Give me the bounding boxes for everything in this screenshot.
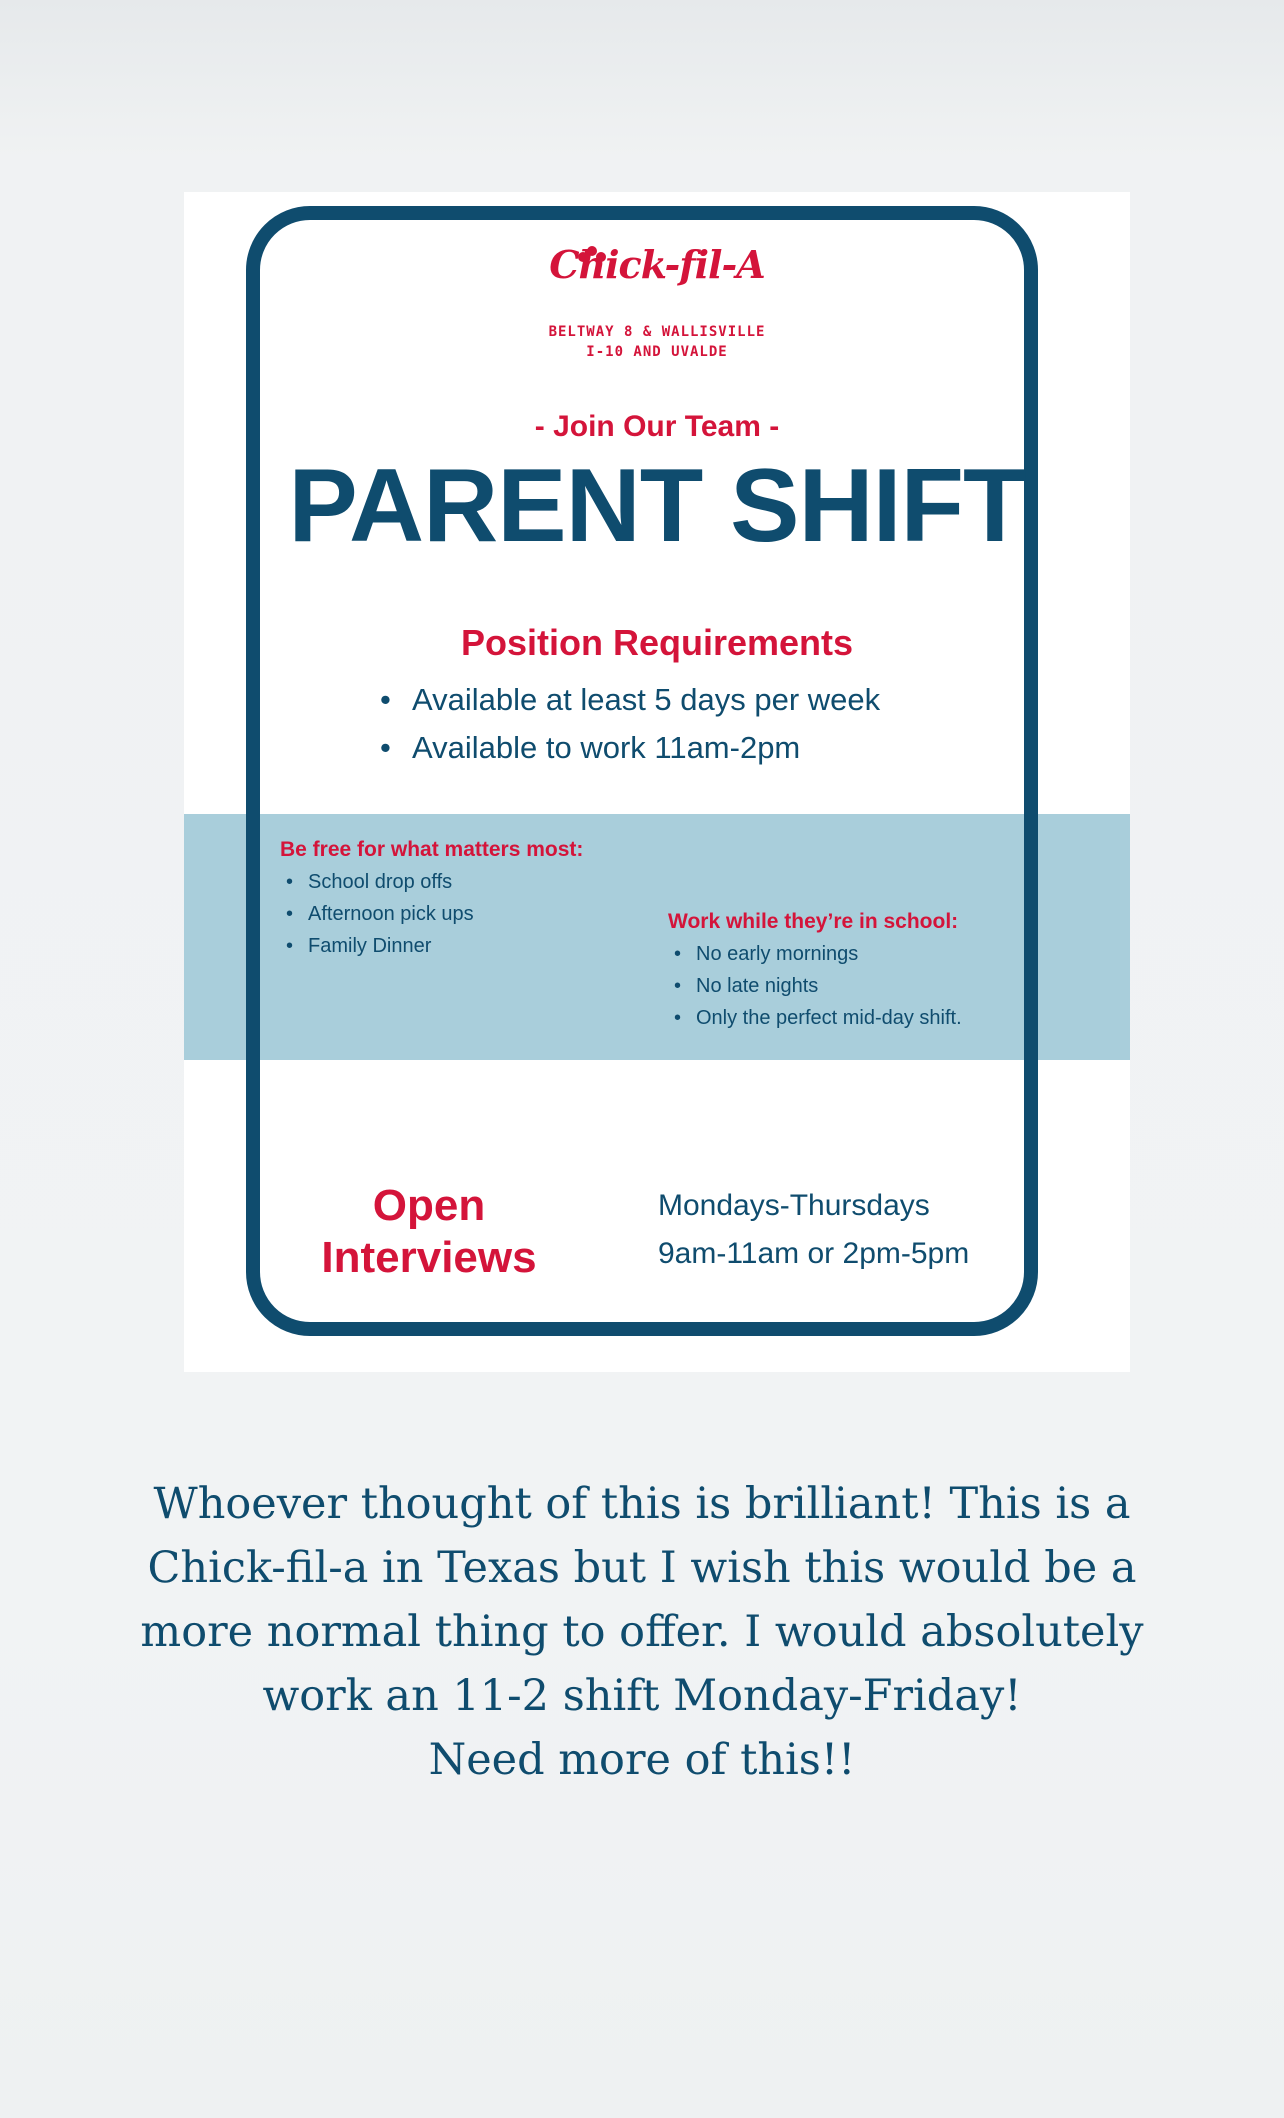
list-item: • Available to work 11am-2pm <box>380 724 880 772</box>
tagline: - Join Our Team - <box>534 410 780 443</box>
interview-schedule <box>658 1182 969 1278</box>
story-caption <box>60 1472 1224 1792</box>
requirements-title: Position Requirements <box>460 622 854 663</box>
caption-line: more normal thing to offer. I would absolutely <box>140 1607 1144 1657</box>
schedule-days: Mondays-Thursdays <box>658 1189 930 1222</box>
headline: PARENT SHIFT <box>288 448 1026 564</box>
location-line-2: I-10 AND UVALDE <box>586 344 728 360</box>
location-line-1: BELTWAY 8 & WALLISVILLE <box>548 324 766 340</box>
schedule-times: 9am-11am or 2pm-5pm <box>658 1237 970 1270</box>
work-while-list <box>668 938 962 1034</box>
list-item: • Family Dinner <box>280 930 583 962</box>
list-item: • Available at least 5 days per week <box>380 676 880 724</box>
flyer-image <box>184 192 1130 1372</box>
logo-text: Chick-fil-A <box>549 242 765 287</box>
open-interviews-line-2: Interviews <box>321 1233 537 1282</box>
be-free-title: Be free for what matters most: <box>280 838 584 861</box>
caption-line: work an 11-2 shift Monday-Friday! <box>262 1671 1022 1721</box>
list-item: • Only the perfect mid-day shift. <box>668 1002 962 1034</box>
caption-line: Need more of this!! <box>428 1735 856 1785</box>
work-while-section <box>668 906 962 1034</box>
caption-line: Whoever thought of this is brilliant! This is a <box>153 1479 1131 1529</box>
list-item: • No early mornings <box>668 938 962 970</box>
list-item: • Afternoon pick ups <box>280 898 583 930</box>
be-free-list <box>280 866 583 962</box>
list-item: • No late nights <box>668 970 962 1002</box>
list-item: • School drop offs <box>280 866 583 898</box>
caption-line: Chick-fil-a in Texas but I wish this would be a <box>147 1543 1137 1593</box>
open-interviews-line-1: Open <box>372 1181 486 1230</box>
work-while-title: Work while they’re in school: <box>668 910 959 933</box>
brand-logo <box>184 242 1130 306</box>
requirements-list <box>380 676 880 772</box>
open-interviews <box>284 1180 574 1284</box>
be-free-section <box>280 834 583 962</box>
